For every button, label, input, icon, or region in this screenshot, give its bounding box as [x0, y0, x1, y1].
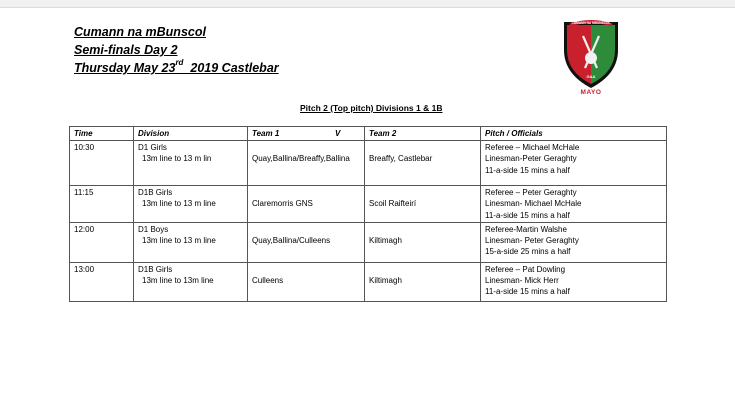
division-name: D1 Girls — [138, 143, 167, 153]
header-organisation: Cumann na mBunscol — [74, 25, 206, 39]
cell-team1 — [248, 141, 365, 186]
referee: Referee – Michael McHale — [485, 143, 580, 153]
division-detail: 13m line to 13 m line — [142, 199, 216, 209]
linesman: Linesman- Michael McHale — [485, 199, 582, 209]
referee: Referee – Peter Geraghty — [485, 188, 577, 198]
cell-team1 — [248, 222, 365, 262]
cell-team1 — [248, 262, 365, 301]
team2-name: Scoil Raifteirí — [369, 199, 417, 209]
col-header-division: Division — [134, 127, 248, 141]
division-detail: 13m line to 13 m lin — [142, 154, 212, 164]
format: 11-a-side 15 mins a half — [485, 165, 570, 175]
cell-officials — [481, 262, 667, 301]
header-event: Semi-finals Day 2 — [74, 43, 178, 57]
cell-division — [134, 186, 248, 223]
team1-name: Claremorris GNS — [252, 199, 313, 209]
format: 11-a-side 15 mins a half — [485, 287, 570, 297]
col-header-team2: Team 2 — [365, 127, 481, 141]
col-header-team1 — [248, 127, 365, 141]
cell-division — [134, 141, 248, 186]
cell-officials — [481, 141, 667, 186]
format: 15-a-side 25 mins a half — [485, 247, 571, 257]
cell-team2 — [365, 262, 481, 301]
logo-top-text: CUMANN NA MBUNSCOL — [571, 21, 611, 25]
division-detail: 13m line to 13m line — [142, 276, 214, 286]
table-header-row — [70, 127, 667, 141]
division-name: D1B Girls — [138, 264, 173, 274]
division-name: D1 Boys — [138, 224, 169, 234]
col-header-vs: V — [335, 129, 341, 138]
pitch-subtitle: Pitch 2 (Top pitch) Divisions 1 & 1B — [300, 103, 443, 113]
cell-time: 10:30 — [70, 141, 134, 186]
referee: Referee-Martin Walshe — [485, 224, 567, 234]
cell-division — [134, 262, 248, 301]
viewer-top-bar — [0, 0, 735, 8]
cell-team2 — [365, 186, 481, 223]
cell-time: 12:00 — [70, 222, 134, 262]
header-date-prefix: Thursday May 23 — [74, 61, 176, 75]
cell-officials — [481, 222, 667, 262]
division-detail: 13m line to 13 m line — [142, 236, 216, 246]
cell-team2 — [365, 141, 481, 186]
logo-county-text: MAYO — [580, 89, 602, 96]
cell-time: 13:00 — [70, 262, 134, 301]
table-row — [70, 262, 667, 301]
table-row — [70, 186, 667, 223]
cell-team2 — [365, 222, 481, 262]
cell-time: 11:15 — [70, 186, 134, 223]
linesman: Linesman-Peter Geraghty — [485, 154, 577, 164]
col-header-time: Time — [70, 127, 134, 141]
team1-name: Culleens — [252, 276, 284, 286]
format: 11-a-side 15 mins a half — [485, 210, 570, 220]
division-name: D1B Girls — [138, 188, 173, 198]
cell-officials — [481, 186, 667, 223]
logo-gaa-text: GAA — [586, 74, 596, 79]
col-header-pitch-officials: Pitch / Officials — [481, 127, 667, 141]
cumann-na-mbunscol-mayo-logo — [556, 16, 626, 102]
cell-division — [134, 222, 248, 262]
crest-icon — [556, 16, 626, 90]
table-row — [70, 141, 667, 186]
team2-name: Kiltimagh — [369, 236, 402, 246]
fixtures-table — [69, 126, 667, 302]
team1-name: Quay,Ballina/Culleens — [252, 236, 331, 246]
team2-name: Breaffy, Castlebar — [369, 154, 433, 164]
referee: Referee – Pat Dowling — [485, 264, 566, 274]
col-header-team1-label: Team 1 — [252, 129, 280, 138]
team1-name: Quay,Ballina/Breaffy,Ballina — [252, 154, 350, 164]
linesman: Linesman- Mick Herr — [485, 276, 559, 286]
linesman: Linesman- Peter Geraghty — [485, 236, 579, 246]
table-row — [70, 222, 667, 262]
team2-name: Kiltimagh — [369, 276, 402, 286]
cell-team1 — [248, 186, 365, 223]
header-date-suffix: 2019 Castlebar — [183, 61, 279, 75]
header-date — [74, 58, 279, 75]
header-date-ordinal: rd — [175, 58, 184, 67]
